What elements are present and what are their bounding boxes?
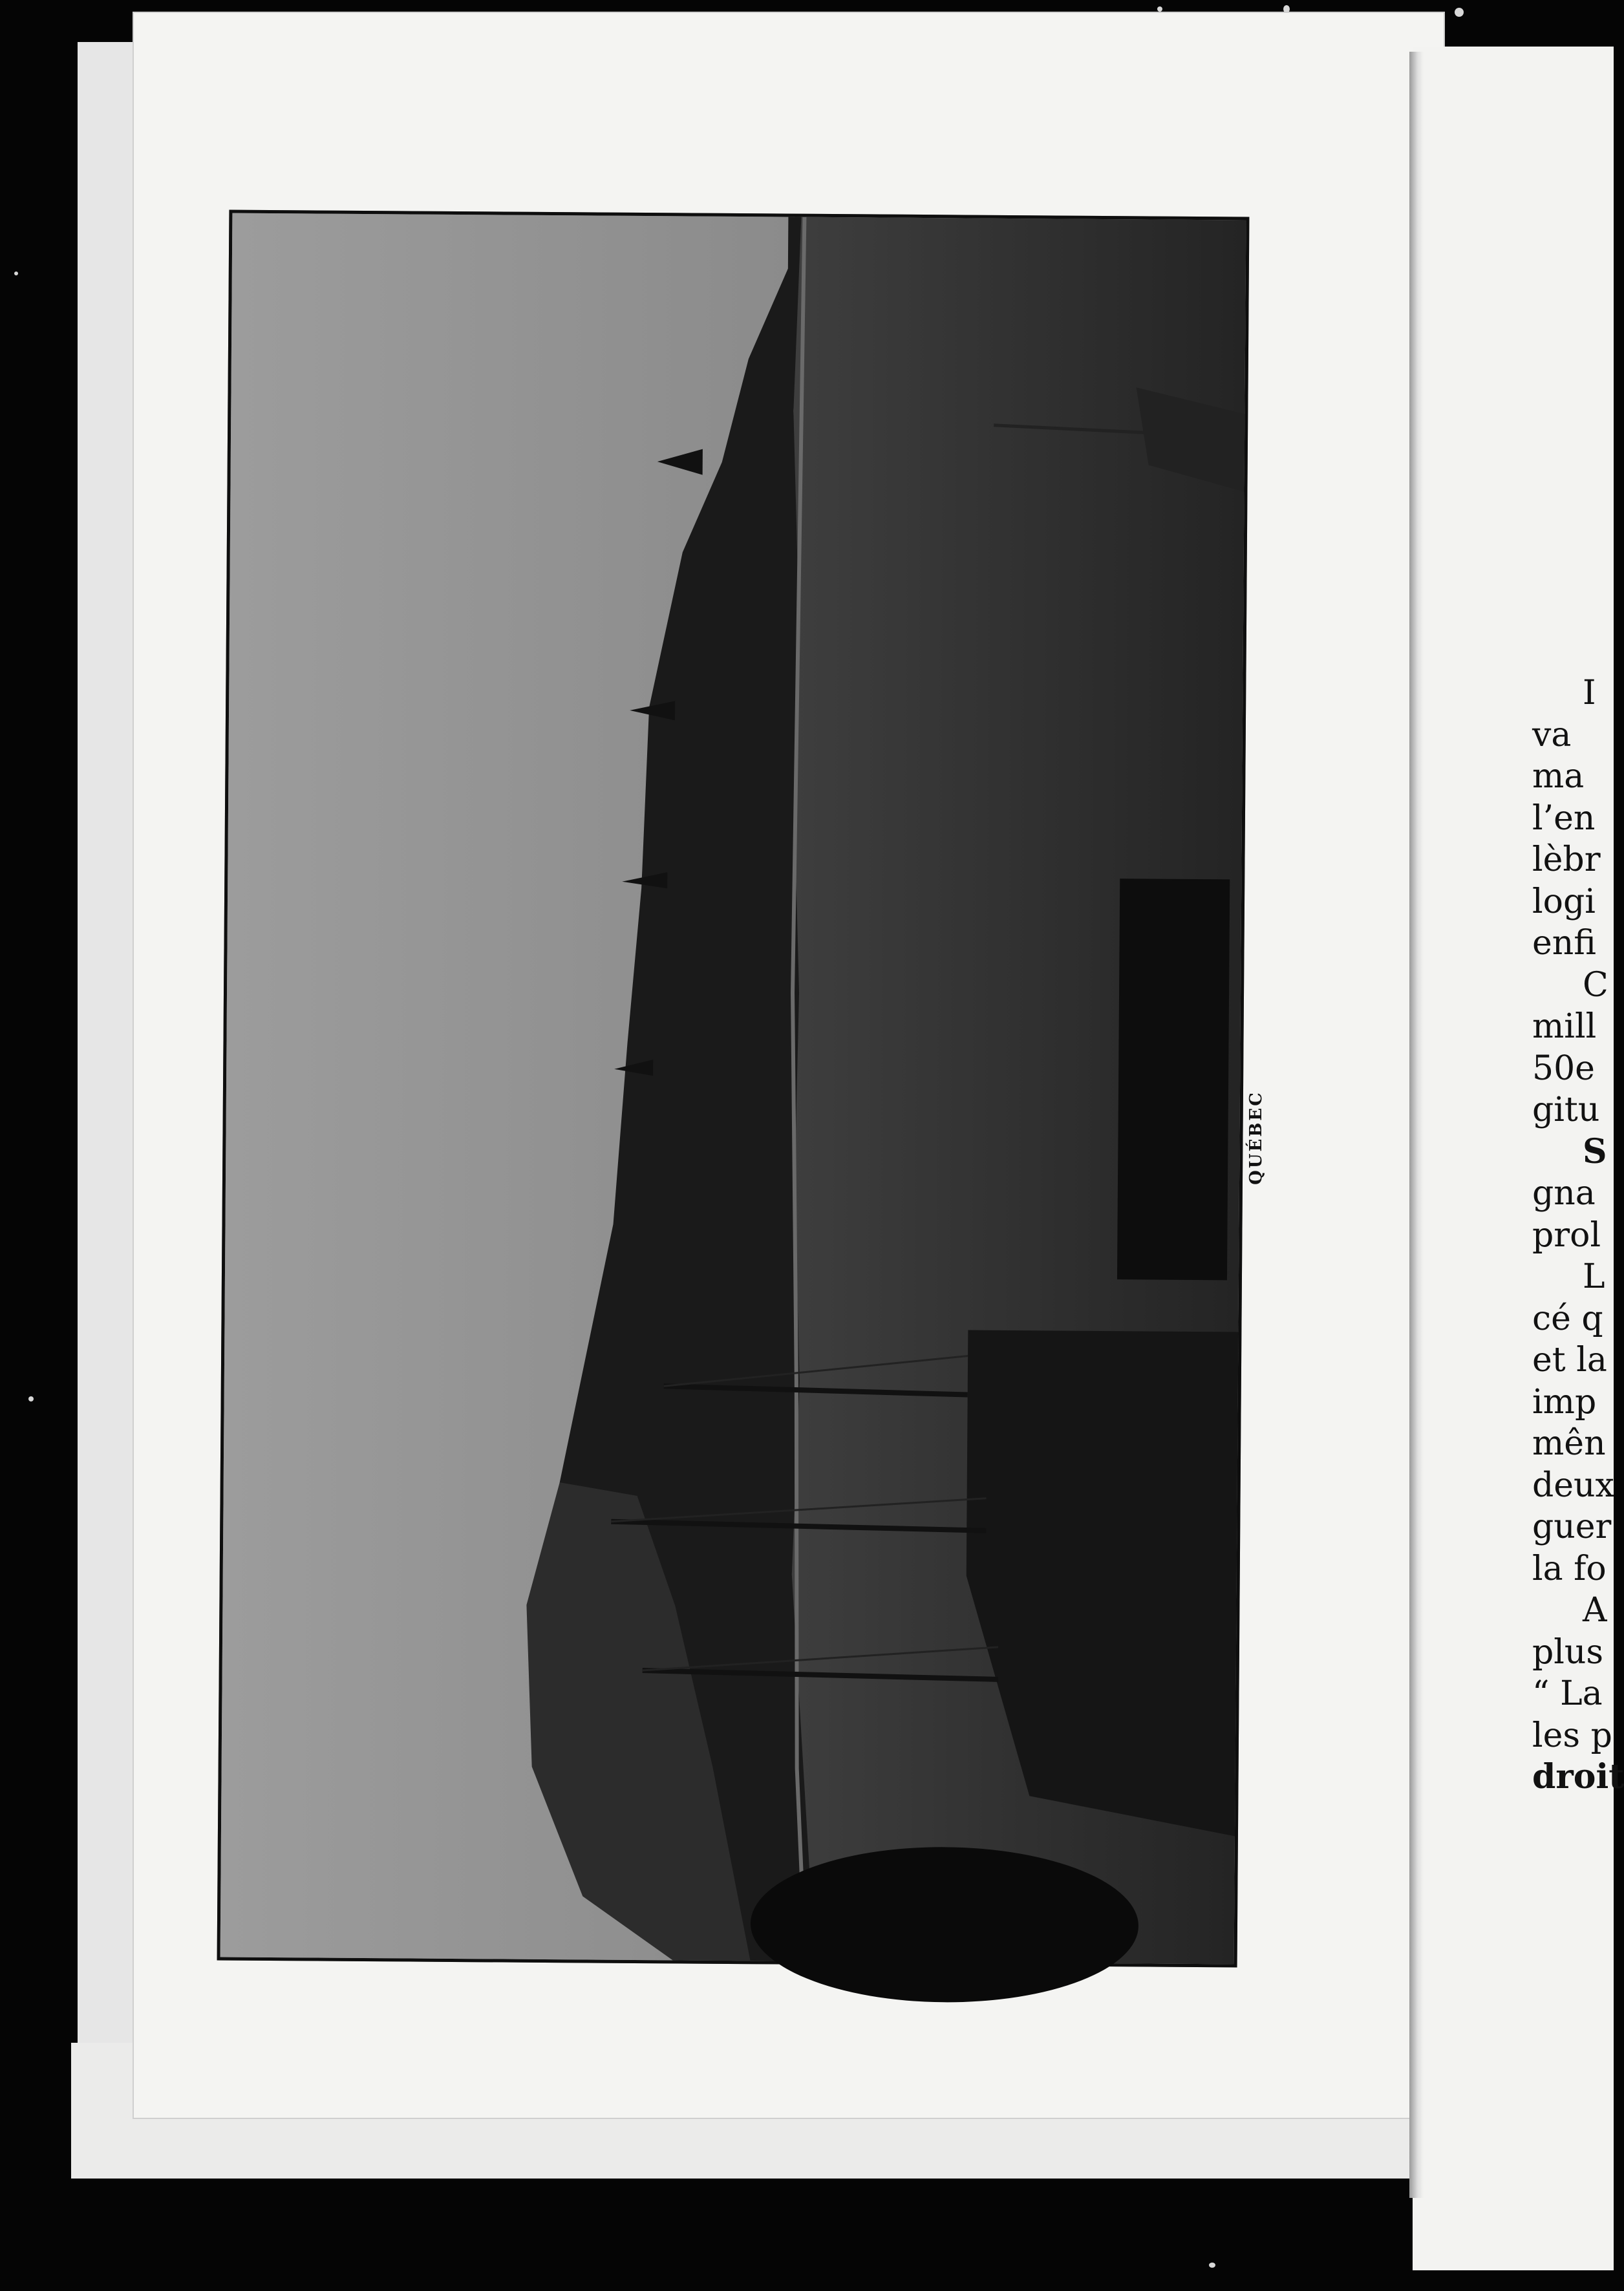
- text-line-fragment: plus: [1532, 1632, 1604, 1672]
- harbour-photograph: [220, 213, 1246, 1965]
- plate-caption: [1246, 1092, 1266, 1183]
- text-line-fragment: mill: [1532, 1007, 1597, 1046]
- text-line-fragment: L: [1583, 1257, 1605, 1296]
- text-line-fragment: deux: [1532, 1465, 1614, 1505]
- text-line-fragment: gitu: [1532, 1091, 1600, 1129]
- text-line-fragment: A: [1583, 1591, 1607, 1630]
- text-line-fragment: et la: [1532, 1341, 1607, 1380]
- book-gutter: [1409, 52, 1424, 2198]
- text-line-fragment: cé q: [1532, 1299, 1603, 1338]
- text-line-fragment: imp: [1532, 1382, 1597, 1422]
- text-line-fragment: la fo: [1532, 1549, 1607, 1588]
- dust-speck: [14, 272, 18, 275]
- text-line-fragment: enfi: [1532, 924, 1596, 963]
- dust-speck: [1209, 2263, 1215, 2268]
- text-line-fragment: les p: [1532, 1716, 1612, 1755]
- dust-speck: [1455, 8, 1464, 17]
- text-line-fragment: lèbr: [1532, 840, 1601, 879]
- text-line-fragment: guer: [1532, 1508, 1612, 1546]
- photo-plate-quebec: [217, 210, 1250, 1968]
- text-line-fragment: 50e: [1532, 1049, 1595, 1088]
- text-line-fragment: droit: [1532, 1757, 1624, 1796]
- steamer-hull: [1117, 879, 1230, 1280]
- dust-speck: [1157, 6, 1162, 12]
- plate-caption-text: QUÉBEC: [1246, 1091, 1266, 1185]
- dust-speck: [28, 1396, 34, 1401]
- text-line-fragment: logi: [1532, 882, 1596, 921]
- text-line-fragment: “ La: [1532, 1674, 1603, 1713]
- text-line-fragment: gna: [1532, 1174, 1596, 1213]
- right-page-text: [1532, 672, 1623, 1798]
- text-line-fragment: S: [1583, 1131, 1607, 1171]
- text-line-fragment: I: [1583, 674, 1596, 712]
- text-line-fragment: mên: [1532, 1424, 1606, 1463]
- text-line-fragment: prol: [1532, 1215, 1601, 1255]
- text-line-fragment: va: [1532, 715, 1572, 754]
- text-line-fragment: l’en: [1532, 798, 1596, 838]
- text-line-fragment: ma: [1532, 757, 1585, 796]
- text-line-fragment: C: [1583, 965, 1608, 1005]
